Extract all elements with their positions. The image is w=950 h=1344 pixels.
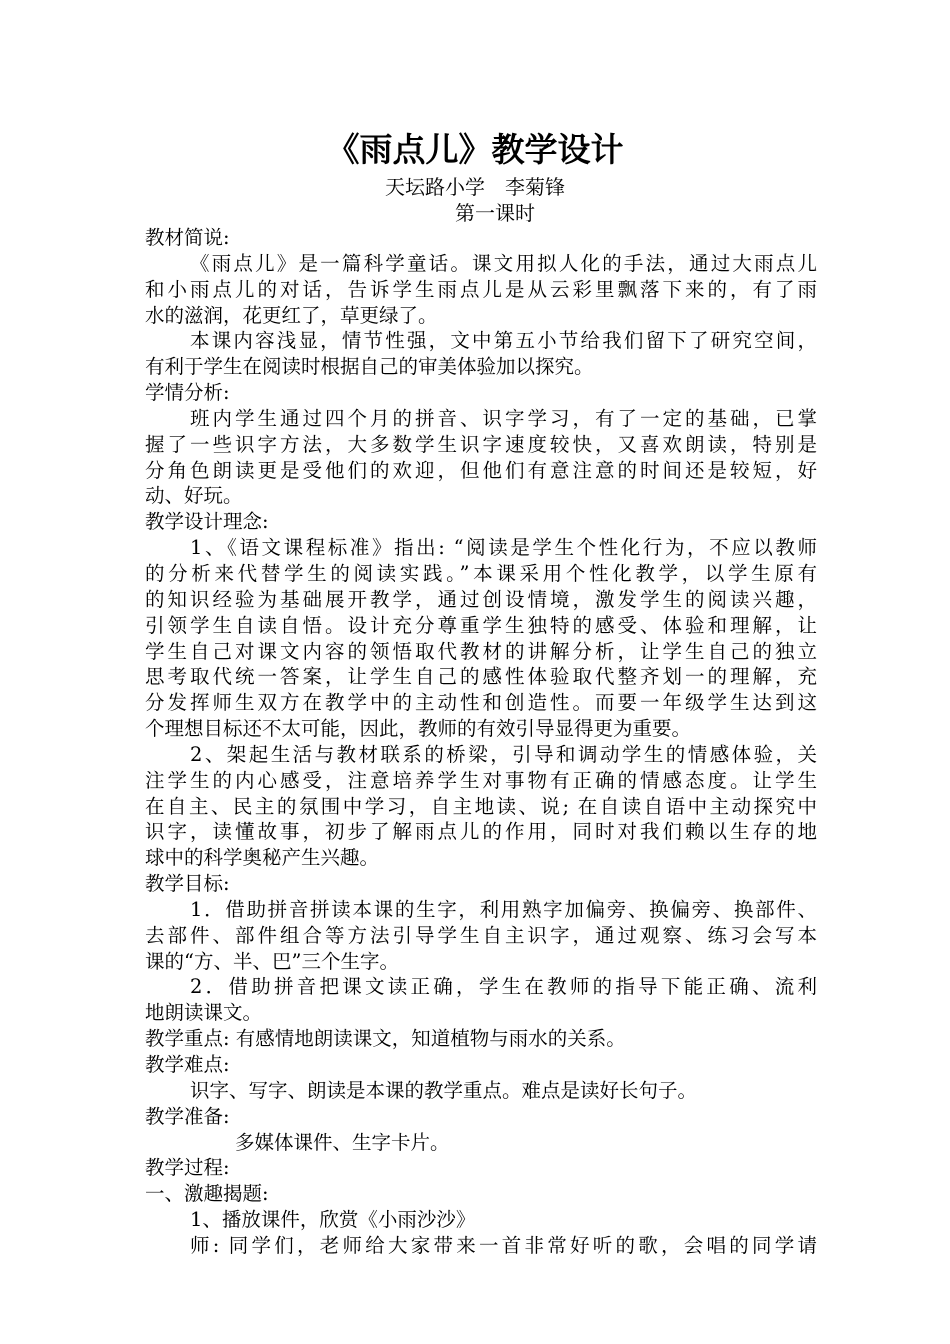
paragraph-line: 课的“方、半、巴”三个生字。 bbox=[145, 949, 399, 973]
paragraph-line: 地朗读课文。 bbox=[145, 1001, 263, 1025]
paragraph-line: 学生自己对课文内容的领悟取代教材的讲解分析，让学生自己的独立 bbox=[145, 639, 817, 663]
paragraph-line: 球中的科学奥秘产生兴趣。 bbox=[145, 846, 380, 870]
paragraph-line: 1、《语文课程标准》指出: “阅读是学生个性化行为，不应以教师 bbox=[190, 536, 817, 560]
document-body bbox=[145, 225, 817, 1259]
paragraph-line: 《雨点儿》是一篇科学童话。课文用拟人化的手法，通过大雨点儿 bbox=[190, 251, 817, 275]
subsection-heading: 一、激趣揭题: bbox=[145, 1182, 269, 1206]
paragraph-line: 引领学生自读自悟。设计充分尊重学生独特的感受、体验和理解，让 bbox=[145, 613, 817, 637]
lesson-label: 第一课时 bbox=[455, 201, 535, 225]
section-heading: 教学过程: bbox=[145, 1156, 230, 1180]
paragraph-line: 思考取代统一答案，让学生自己的感性体验取代整齐划一的理解，充 bbox=[145, 665, 817, 689]
paragraph-line: 2．借助拼音把课文读正确，学生在教师的指导下能正确、流利 bbox=[190, 975, 817, 999]
section-heading: 教学准备: bbox=[145, 1104, 230, 1128]
author-byline: 天坛路小学 李菊锋 bbox=[385, 175, 565, 199]
paragraph-line: 1．借助拼音拼读本课的生字，利用熟字加偏旁、换偏旁、换部件、 bbox=[190, 897, 817, 921]
paragraph-line: 分发挥师生双方在教学中的主动性和创造性。而要一年级学生达到这 bbox=[145, 691, 817, 715]
section-heading: 教学设计理念: bbox=[145, 510, 269, 534]
paragraph-line: 班内学生通过四个月的拼音、识字学习，有了一定的基础，已掌 bbox=[190, 406, 817, 430]
paragraph-line: 注学生的内心感受，注意培养学生对事物有正确的情感态度。让学生 bbox=[145, 768, 817, 792]
paragraph-line: 本课内容浅显，情节性强，文中第五小节给我们留下了研究空间， bbox=[190, 329, 817, 353]
section-heading: 教材简说: bbox=[145, 226, 230, 249]
paragraph-line: 个理想目标还不太可能，因此，教师的有效引导显得更为重要。 bbox=[145, 717, 692, 741]
section-heading: 教学重点: 有感情地朗读课文，知道植物与雨水的关系。 bbox=[145, 1027, 626, 1051]
paragraph-line: 动、好玩。 bbox=[145, 484, 243, 508]
paragraph-line: 师: 同学们，老师给大家带来一首非常好听的歌，会唱的同学请 bbox=[190, 1233, 817, 1257]
paragraph-line: 去部件、部件组合等方法引导学生自主识字，通过观察、练习会写本 bbox=[145, 923, 817, 947]
paragraph-line: 握了一些识字方法，大多数学生识字速度较快，又喜欢朗读，特别是 bbox=[145, 432, 817, 456]
paragraph-line: 在自主、民主的氛围中学习，自主地读、说; 在自读自语中主动探究中 bbox=[145, 794, 817, 818]
section-heading: 学情分析: bbox=[145, 381, 230, 405]
paragraph-line: 2、架起生活与教材联系的桥梁，引导和调动学生的情感体验，关 bbox=[190, 742, 817, 766]
paragraph-line: 的知识经验为基础展开教学，通过创设情境，激发学生的阅读兴趣， bbox=[145, 587, 817, 611]
paragraph-line: 有利于学生在阅读时根据自己的审美体验加以探究。 bbox=[145, 355, 594, 379]
paragraph-line: 分角色朗读更是受他们的欢迎，但他们有意注意的时间还是较短，好 bbox=[145, 458, 817, 482]
paragraph-line: 的分析来代替学生的阅读实践。”本课采用个性化教学，以学生原有 bbox=[145, 561, 817, 585]
paragraph-line: 水的滋润，花更红了，草更绿了。 bbox=[145, 303, 438, 327]
section-heading: 教学难点: bbox=[145, 1053, 230, 1076]
paragraph-line: 多媒体课件、生字卡片。 bbox=[235, 1130, 450, 1154]
paragraph-line: 识字、写字、朗读是本课的教学重点。难点是读好长句子。 bbox=[190, 1078, 698, 1102]
paragraph-line: 识字，读懂故事，初步了解雨点儿的作用，同时对我们赖以生存的地 bbox=[145, 820, 817, 844]
paragraph-line: 1、播放课件，欣赏《小雨沙沙》 bbox=[190, 1208, 476, 1232]
paragraph-line: 和小雨点儿的对话，告诉学生雨点儿是从云彩里飘落下来的，有了雨 bbox=[145, 277, 817, 301]
section-heading: 教学目标: bbox=[145, 872, 230, 896]
document-title: 《雨点儿》教学设计 bbox=[326, 130, 624, 169]
